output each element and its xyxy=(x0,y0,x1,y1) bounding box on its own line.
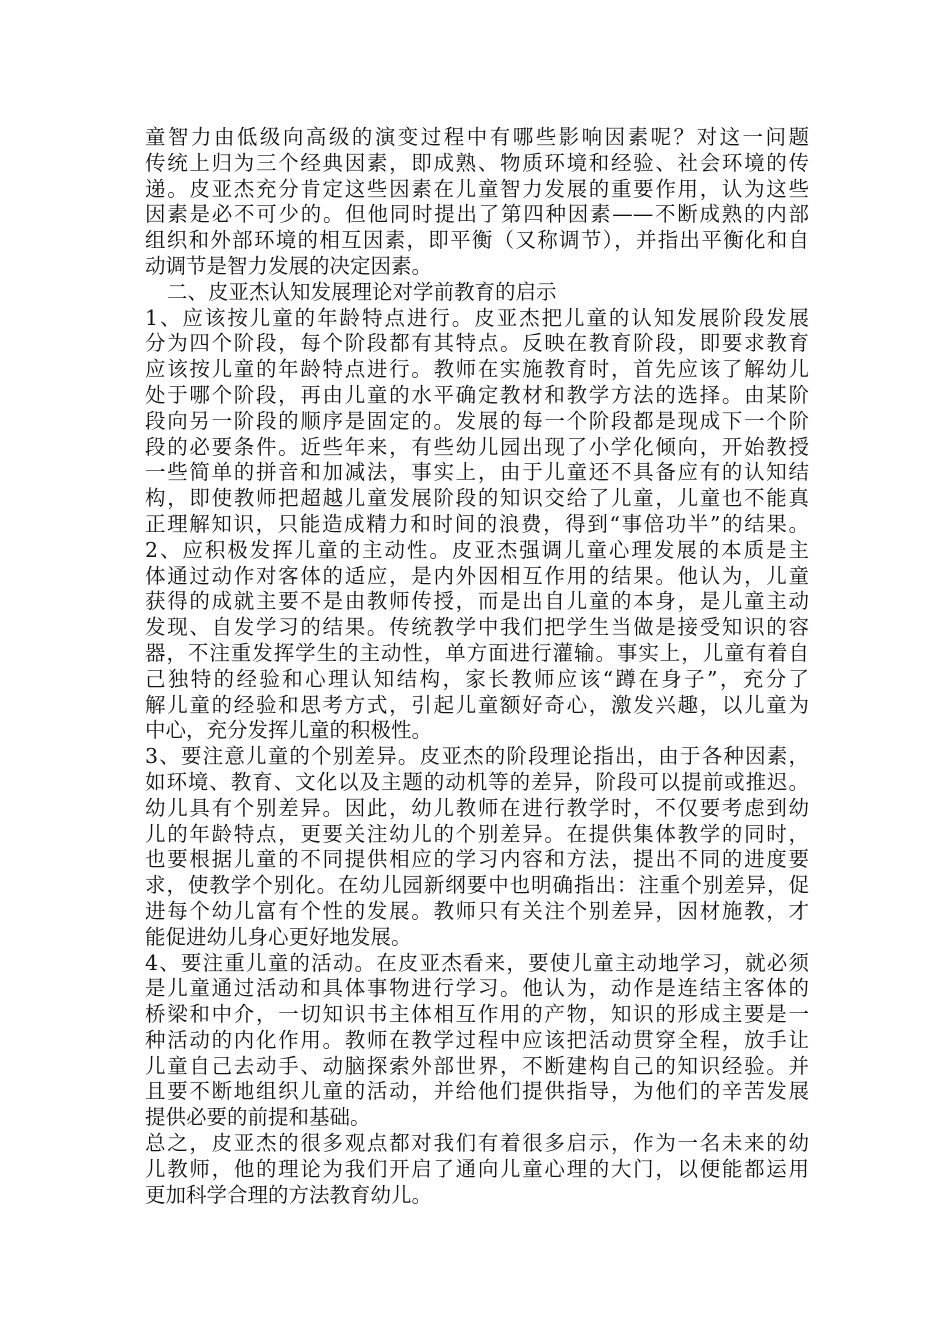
document-body xyxy=(145,125,809,1208)
text-line: 发现、自发学习的结果。传统教学中我们把学生当做是接受知识的容 xyxy=(145,615,809,640)
text-line: 处于哪个阶段，再由儿童的水平确定教材和教学方法的选择。由某阶 xyxy=(145,382,809,407)
text-line: 幼儿具有个别差异。因此，幼儿教师在进行教学时，不仅要考虑到幼 xyxy=(145,795,809,820)
text-line: 应该按儿童的年龄特点进行。教师在实施教育时，首先应该了解幼儿 xyxy=(145,357,809,382)
text-line: 2、应积极发挥儿童的主动性。皮亚杰强调儿童心理发展的本质是主 xyxy=(145,537,809,562)
text-line: 儿的年龄特点，更要关注幼儿的个别差异。在提供集体教学的同时， xyxy=(145,821,809,846)
text-line: 总之，皮亚杰的很多观点都对我们有着很多启示，作为一名未来的幼 xyxy=(145,1131,809,1156)
text-line: 提供必要的前提和基础。 xyxy=(145,1105,371,1130)
text-line: 进每个幼儿富有个性的发展。教师只有关注个别差异，因材施教，才 xyxy=(145,898,809,923)
text-line: 解儿童的经验和思考方式，引起儿童额好奇心，激发兴趣，以儿童为 xyxy=(145,692,809,717)
text-line: 正理解知识，只能造成精力和时间的浪费，得到“事倍功半”的结果。 xyxy=(145,511,809,536)
section-heading: 二、皮亚杰认知发展理论对学前教育的启示 xyxy=(167,279,557,304)
text-line: 构，即使教师把超越儿童发展阶段的知识交给了儿童，儿童也不能真 xyxy=(145,486,809,511)
text-line: 因素是必不可少的。但他同时提出了第四种因素——不断成熟的内部 xyxy=(145,202,809,227)
text-line: 如环境、教育、文化以及主题的动机等的差异，阶段可以提前或推迟。 xyxy=(145,769,809,794)
text-line: 体通过动作对客体的适应，是内外因相互作用的结果。他认为，儿童 xyxy=(145,563,809,588)
text-line: 段向另一阶段的顺序是固定的。发展的每一个阶段都是现成下一个阶 xyxy=(145,408,809,433)
text-line: 也要根据儿童的不同提供相应的学习内容和方法，提出不同的进度要 xyxy=(145,847,809,872)
text-line: 儿教师，他的理论为我们开启了通向儿童心理的大门，以便能都运用 xyxy=(145,1156,809,1181)
text-line: 且要不断地组织儿童的活动，并给他们提供指导，为他们的辛苦发展 xyxy=(145,1079,809,1104)
text-line: 中心，充分发挥儿童的积极性。 xyxy=(145,718,432,743)
text-line: 组织和外部环境的相互因素，即平衡（又称调节），并指出平衡化和自 xyxy=(145,228,809,253)
text-line: 更加科学合理的方法教育幼儿。 xyxy=(145,1182,432,1207)
text-line: 桥梁和中介，一切知识书主体相互作用的产物，知识的形成主要是一 xyxy=(145,1002,809,1027)
text-line: 段的必要条件。近些年来，有些幼儿园出现了小学化倾向，开始教授 xyxy=(145,434,809,459)
text-line: 动调节是智力发展的决定因素。 xyxy=(145,253,432,278)
text-line: 3、要注意儿童的个别差异。皮亚杰的阶段理论指出，由于各种因素， xyxy=(145,744,809,769)
text-line: 是儿童通过活动和具体事物进行学习。他认为，动作是连结主客体的 xyxy=(145,976,809,1001)
text-line: 一些简单的拼音和加减法，事实上，由于儿童还不具备应有的认知结 xyxy=(145,460,809,485)
text-line: 种活动的内化作用。教师在教学过程中应该把活动贯穿全程，放手让 xyxy=(145,1027,809,1052)
text-line: 童智力由低级向高级的演变过程中有哪些影响因素呢？对这一问题 xyxy=(145,125,809,149)
text-line: 儿童自己去动手、动脑探索外部世界，不断建构自己的知识经验。并 xyxy=(145,1053,809,1078)
text-line: 4、要注重儿童的活动。在皮亚杰看来，要使儿童主动地学习，就必须 xyxy=(145,950,809,975)
text-line: 求，使教学个别化。在幼儿园新纲要中也明确指出：注重个别差异，促 xyxy=(145,873,809,898)
text-line: 器，不注重发挥学生的主动性，单方面进行灌输。事实上，儿童有着自 xyxy=(145,640,809,665)
text-line: 获得的成就主要不是由教师传授，而是出自儿童的本身，是儿童主动 xyxy=(145,589,809,614)
text-line: 1、应该按儿童的年龄特点进行。皮亚杰把儿童的认知发展阶段发展 xyxy=(145,305,809,330)
text-line: 己独特的经验和心理认知结构，家长教师应该“蹲在身子”，充分了 xyxy=(145,666,809,691)
text-line: 递。皮亚杰充分肯定这些因素在儿童智力发展的重要作用，认为这些 xyxy=(145,176,809,201)
text-line: 分为四个阶段，每个阶段都有其特点。反映在教育阶段，即要求教育 xyxy=(145,331,809,356)
text-line: 能促进幼儿身心更好地发展。 xyxy=(145,924,412,949)
text-line: 传统上归为三个经典因素，即成熟、物质环境和经验、社会环境的传 xyxy=(145,150,809,175)
